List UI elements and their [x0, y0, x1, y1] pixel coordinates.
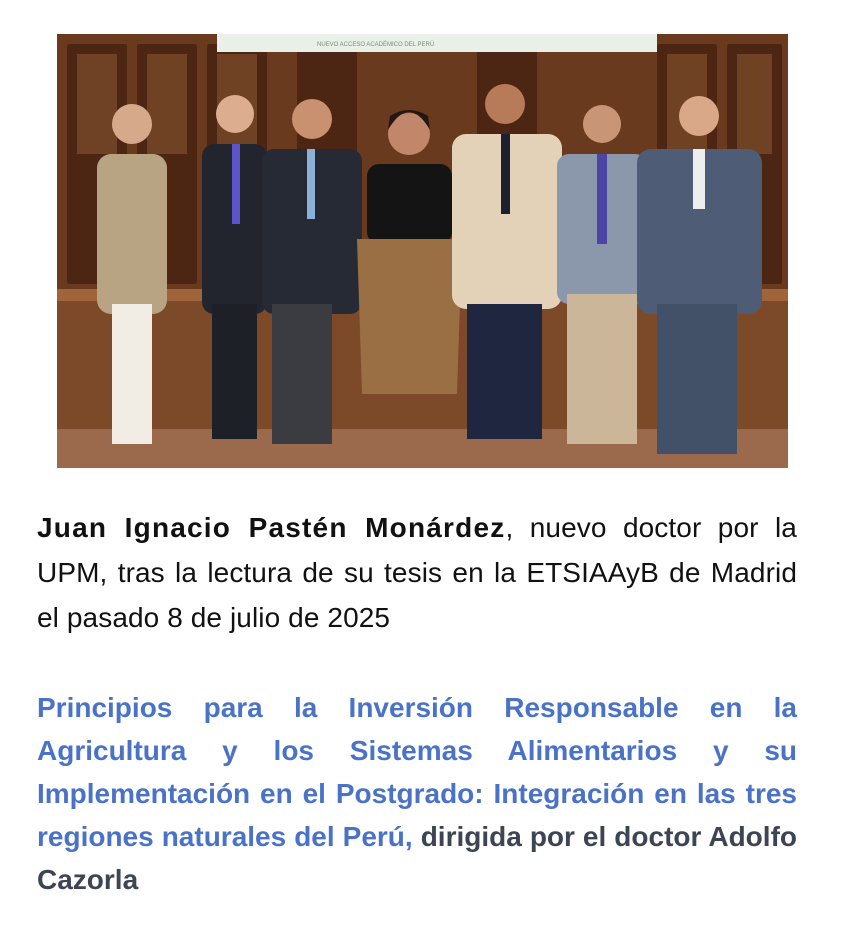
screen-text: NUEVO ACCESO ACADÉMICO DEL PERÚ: [317, 42, 435, 48]
headline-text: , nuevo doctor por la UPM, tras la lectura de su tesis en la ETSIAAyB de Madrid el pasado 8 de julio de 2025: [37, 512, 797, 633]
group-photo: [57, 34, 788, 468]
thesis-title: Principios para la Inversión Responsable en la Agricultura y los Sistemas Alimentarios y su Implementación en el Postgrado: Integración en las tres regiones naturales del Perú,: [37, 692, 797, 852]
group-photo-illustration: [57, 34, 788, 468]
thesis-director: dirigida por el doctor Adolfo Cazorla: [37, 821, 797, 895]
thesis-info: [37, 686, 797, 901]
graduate-name: Juan Ignacio Pastén Monárdez: [37, 512, 506, 543]
headline: [37, 505, 797, 640]
